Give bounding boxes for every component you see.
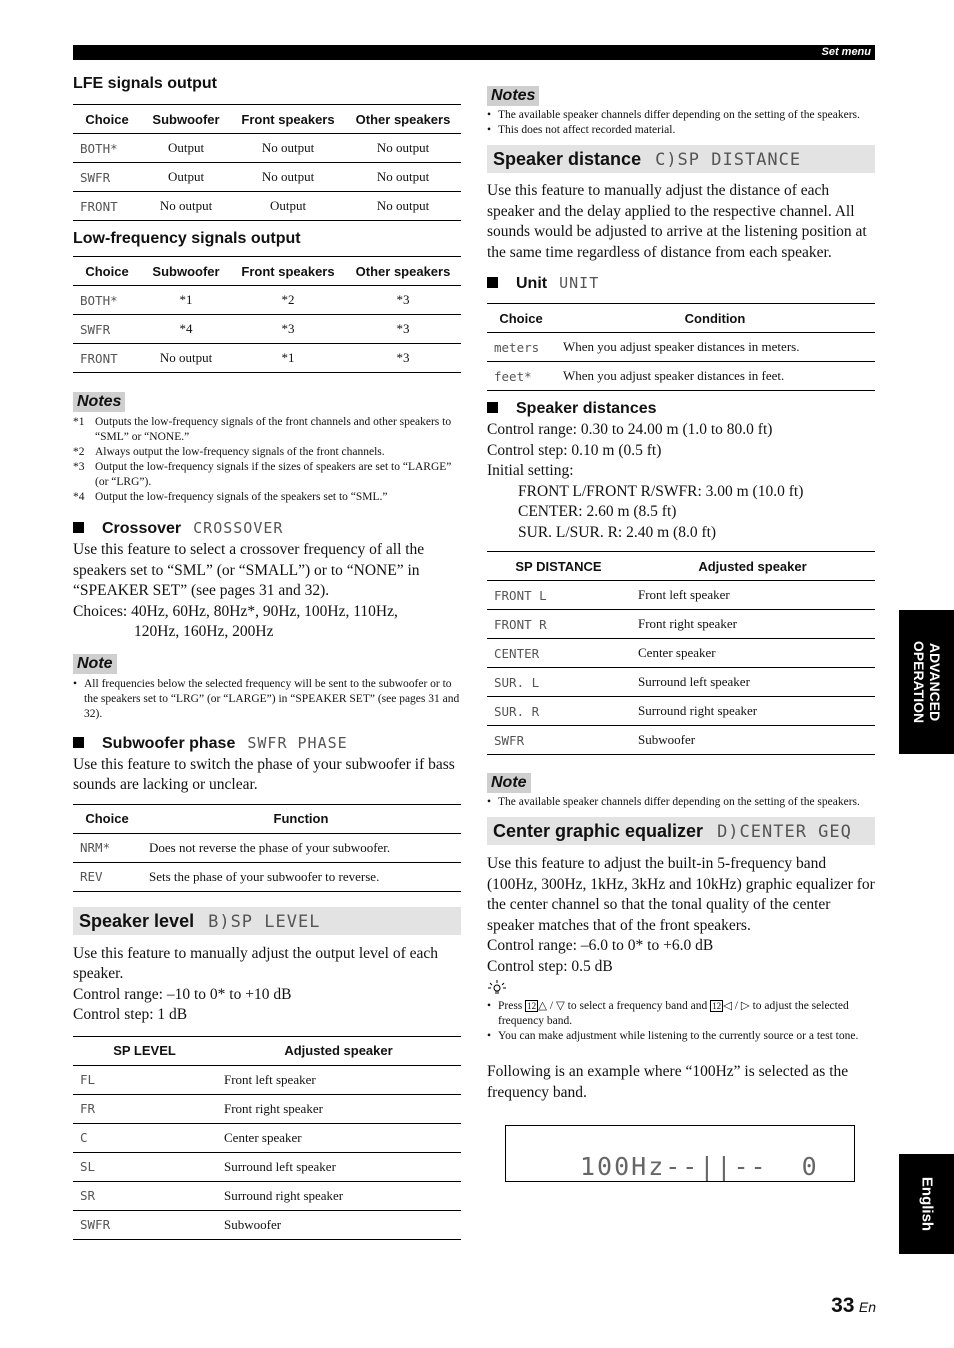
table-row	[73, 315, 461, 344]
cell: FL	[73, 1065, 216, 1094]
cell: SUR. R	[487, 697, 630, 726]
note-item	[73, 677, 461, 722]
note-text: Output the low-frequency signals if the sizes of speakers are set to “LARGE” (or “LRG”).	[95, 461, 452, 488]
cell: Subwoofer	[630, 726, 875, 755]
note-text: Output the low-frequency signals of the speakers set to “SML.”	[95, 491, 388, 503]
tip-text-a: Press	[498, 1000, 526, 1012]
table-row	[73, 1210, 461, 1239]
cell: Center speaker	[216, 1123, 461, 1152]
cell: No output	[345, 134, 461, 163]
col-header: Front speakers	[231, 105, 345, 134]
splevel-step: Control step: 1 dB	[73, 1006, 188, 1023]
cell: Output	[141, 134, 231, 163]
choices-label: Choices:	[73, 602, 128, 620]
lowfreq-title: Low-frequency signals output	[73, 230, 301, 247]
cell: *3	[345, 315, 461, 344]
table-row	[487, 697, 875, 726]
right-column	[487, 86, 875, 1182]
page-number-value: 33	[831, 1294, 855, 1317]
cell: Surround right speaker	[216, 1181, 461, 1210]
spdist-title: Speaker distance	[493, 149, 642, 169]
cell: SWFR	[73, 315, 141, 344]
note-text: All frequencies below the selected frequency will be sent to the subwoofer or to the speakers set to “LRG” (or “LARGE”) in “SPEAKER SET” (see pages 31 and 32).	[84, 677, 460, 720]
bullet-icon: •	[487, 796, 492, 808]
note-item	[73, 490, 461, 505]
cell: *3	[345, 344, 461, 373]
distances-title: Speaker distances	[516, 400, 657, 417]
col-header: Choice	[73, 257, 141, 286]
cell: *3	[345, 286, 461, 315]
cell: *4	[141, 315, 231, 344]
tip-item	[487, 999, 875, 1029]
side-tab-english	[899, 1154, 954, 1254]
cell: feet*	[487, 362, 555, 391]
page-language: En	[858, 1299, 876, 1315]
cell: SWFR	[487, 726, 630, 755]
table-row	[73, 134, 461, 163]
cell: When you adjust speaker distances in meters.	[555, 333, 875, 362]
cell: Does not reverse the phase of your subwoofer.	[141, 833, 461, 862]
unit-table	[487, 303, 875, 391]
square-bullet-icon	[73, 737, 84, 748]
phase-title: Subwoofer phase	[102, 734, 236, 752]
table-row	[487, 726, 875, 755]
bullet-icon: •	[487, 1000, 492, 1012]
spdist-table	[487, 551, 875, 755]
col-header: Other speakers	[345, 105, 461, 134]
note-block	[73, 654, 461, 722]
note-item	[487, 123, 875, 138]
note-label: Note	[73, 654, 117, 674]
cell: SWFR	[73, 1210, 216, 1239]
cell: SL	[73, 1152, 216, 1181]
notes-label: Notes	[487, 86, 539, 106]
table-row	[73, 344, 461, 373]
notes-block	[487, 86, 875, 138]
table-row	[487, 333, 875, 362]
note-block	[487, 773, 875, 810]
table-row	[73, 862, 461, 891]
bullet-icon: •	[73, 677, 78, 690]
tip-text-c: ◁ / ▷ to adjust the selected frequency band.	[498, 1000, 849, 1027]
note-item	[487, 108, 875, 123]
table-row	[487, 610, 875, 639]
note-text: The available speaker channels differ depending on the setting of the speakers.	[498, 796, 860, 808]
splevel-section-heading	[73, 907, 461, 935]
bullet-icon: •	[487, 1030, 492, 1042]
distances-initial: Initial setting:	[487, 462, 574, 479]
distances-init1: FRONT L/FRONT R/SWFR: 3.00 m (10.0 ft)	[518, 482, 804, 500]
table-header-row	[73, 1036, 461, 1065]
crossover-choices	[73, 602, 461, 623]
table-header-row	[73, 804, 461, 833]
bullet-icon: •	[487, 109, 492, 121]
cell: Front right speaker	[216, 1094, 461, 1123]
spdist-lcd: C)SP DISTANCE	[655, 150, 802, 170]
col-header: Function	[141, 804, 461, 833]
cell: SUR. L	[487, 668, 630, 697]
cell: Surround left speaker	[216, 1152, 461, 1181]
phase-lcd: SWFR PHASE	[247, 733, 348, 752]
geq-title: Center graphic equalizer	[493, 821, 704, 841]
cell: BOTH*	[73, 286, 141, 315]
left-column	[73, 74, 461, 1240]
col-header: Subwoofer	[141, 257, 231, 286]
splevel-lcd: B)SP LEVEL	[208, 911, 321, 932]
square-bullet-icon	[487, 277, 498, 288]
cell: *2	[231, 286, 345, 315]
cell: Front right speaker	[630, 610, 875, 639]
col-header: Choice	[73, 105, 141, 134]
table-row	[73, 1123, 461, 1152]
cell: Front left speaker	[630, 581, 875, 610]
table-header-row	[73, 105, 461, 134]
distances-heading	[487, 398, 875, 420]
note-item	[73, 415, 461, 445]
cell: No output	[345, 192, 461, 221]
cell: No output	[231, 134, 345, 163]
table-row	[73, 163, 461, 192]
cell: No output	[141, 192, 231, 221]
tip-bulb-icon	[487, 980, 507, 994]
crossover-heading	[73, 517, 461, 540]
section-title: Set menu	[821, 46, 871, 58]
remote-key-icon: 12	[712, 1001, 722, 1011]
geq-step: Control step: 0.5 dB	[487, 957, 613, 975]
notes-block	[73, 392, 461, 505]
table-row	[73, 1065, 461, 1094]
side-tab-advanced-operation	[899, 610, 954, 754]
table-row	[73, 286, 461, 315]
geq-range: Control range: –6.0 to 0* to +6.0 dB	[487, 937, 714, 954]
unit-title: Unit	[516, 275, 548, 292]
crossover-title: Crossover	[102, 520, 182, 537]
notes-label: Notes	[73, 392, 125, 412]
col-header: Front speakers	[231, 257, 345, 286]
distances-step: Control step: 0.10 m (0.5 ft)	[487, 441, 662, 459]
cell: NRM*	[73, 833, 141, 862]
splevel-range: Control range: –10 to 0* to +10 dB	[73, 985, 292, 1003]
table-row	[73, 1181, 461, 1210]
table-row	[73, 1152, 461, 1181]
cell: C	[73, 1123, 216, 1152]
geq-lcd: D)CENTER GEQ	[717, 822, 852, 842]
cell: Output	[231, 192, 345, 221]
cell: FR	[73, 1094, 216, 1123]
cell: FRONT	[73, 192, 141, 221]
note-mark: *3	[73, 461, 85, 473]
cell: CENTER	[487, 639, 630, 668]
page-number	[831, 1294, 876, 1318]
geq-section-heading	[487, 817, 875, 845]
note-label: Note	[487, 773, 531, 793]
header-bar	[73, 45, 875, 60]
choices-line1: 40Hz, 60Hz, 80Hz*, 90Hz, 100Hz, 110Hz,	[131, 602, 398, 620]
cell: *1	[231, 344, 345, 373]
tip-text: You can make adjustment while listening to the currently source or a test tone.	[498, 1030, 859, 1042]
crossover-text: Use this feature to select a crossover frequency of all the speakers set to “SML” (or “SMALL”) or to “NONE” in “SPEAKER SET” (see pages 31 and 32).	[73, 541, 425, 599]
side-tab-label: English	[918, 1176, 935, 1232]
note-mark: *1	[73, 416, 85, 428]
cell: REV	[73, 862, 141, 891]
geq-example-text: Following is an example where “100Hz” is selected as the frequency band.	[487, 1063, 849, 1101]
note-item	[73, 460, 461, 490]
cell: Surround right speaker	[630, 697, 875, 726]
geq-text: Use this feature to adjust the built-in 5-frequency band (100Hz, 300Hz, 1kHz, 3kHz and 10kHz) graphic equalizer for the center channel so that the tonal quality of the center speaker matches that of the front speakers.	[487, 855, 875, 934]
col-header: Adjusted speaker	[630, 552, 875, 581]
cell: meters	[487, 333, 555, 362]
crossover-lcd: CROSSOVER	[193, 519, 284, 537]
phase-text: Use this feature to switch the phase of your subwoofer if bass sounds are lacking or unclear.	[73, 755, 455, 793]
phase-table	[73, 804, 461, 892]
tip-item	[487, 1029, 875, 1044]
spdist-section-heading	[487, 145, 875, 173]
note-text: The available speaker channels differ depending on the setting of the speakers.	[498, 109, 860, 121]
tip-block	[487, 980, 875, 1044]
table-row	[487, 362, 875, 391]
note-mark: *4	[73, 491, 85, 503]
tip-text-b: △ / ▽ to select a frequency band and	[538, 1000, 711, 1012]
cell: No output	[141, 344, 231, 373]
phase-heading	[73, 732, 461, 755]
unit-heading	[487, 272, 875, 295]
col-header: SP DISTANCE	[487, 552, 630, 581]
table-row	[73, 833, 461, 862]
col-header: Adjusted speaker	[216, 1036, 461, 1065]
note-text: Always output the low-frequency signals of the front channels.	[95, 446, 385, 458]
spdist-text: Use this feature to manually adjust the distance of each speaker and the delay applied to the respective channel. All sounds would be adjusted to arrive at the listening position at the same time regardless of distance from each speaker.	[487, 182, 867, 261]
cell: Center speaker	[630, 639, 875, 668]
col-header: Subwoofer	[141, 105, 231, 134]
cell: *3	[231, 315, 345, 344]
cell: FRONT	[73, 344, 141, 373]
side-tab-line2: OPERATION	[910, 640, 927, 724]
cell: Sets the phase of your subwoofer to reverse.	[141, 862, 461, 891]
splevel-title: Speaker level	[79, 910, 195, 931]
col-header: Condition	[555, 304, 875, 333]
square-bullet-icon	[73, 522, 84, 533]
cell: BOTH*	[73, 134, 141, 163]
table-row	[487, 581, 875, 610]
note-text: Outputs the low-frequency signals of the front channels and other speakers to “SML” or “NONE.”	[95, 416, 452, 443]
choices-line2: 120Hz, 160Hz, 200Hz	[134, 623, 274, 640]
note-item	[73, 445, 461, 460]
bullet-icon: •	[487, 124, 492, 136]
cell: Subwoofer	[216, 1210, 461, 1239]
table-row	[487, 639, 875, 668]
splevel-text: Use this feature to manually adjust the output level of each speaker.	[73, 944, 438, 982]
table-row	[73, 1094, 461, 1123]
note-mark: *2	[73, 446, 85, 458]
cell: When you adjust speaker distances in feet.	[555, 362, 875, 391]
cell: FRONT R	[487, 610, 630, 639]
table-header-row	[487, 304, 875, 333]
cell: Output	[141, 163, 231, 192]
lowfreq-table	[73, 256, 461, 373]
lcd-display	[505, 1125, 855, 1182]
table-row	[73, 192, 461, 221]
cell: Surround left speaker	[630, 668, 875, 697]
table-row	[487, 668, 875, 697]
cell: *1	[141, 286, 231, 315]
cell: Front left speaker	[216, 1065, 461, 1094]
distances-init2: CENTER: 2.60 m (8.5 ft)	[518, 503, 677, 520]
unit-lcd: UNIT	[559, 274, 600, 292]
cell: SR	[73, 1181, 216, 1210]
lfe-table	[73, 104, 461, 221]
col-header: Choice	[487, 304, 555, 333]
remote-key-icon: 12	[527, 1001, 537, 1011]
cell: No output	[231, 163, 345, 192]
distances-range: Control range: 0.30 to 24.00 m (1.0 to 80.0 ft)	[487, 421, 773, 438]
distances-init3: SUR. L/SUR. R: 2.40 m (8.0 ft)	[518, 523, 717, 541]
side-tab-line1: ADVANCED	[926, 642, 943, 722]
splevel-table	[73, 1036, 461, 1240]
col-header: SP LEVEL	[73, 1036, 216, 1065]
lfe-title: LFE signals output	[73, 75, 217, 92]
table-header-row	[487, 552, 875, 581]
cell: No output	[345, 163, 461, 192]
table-header-row	[73, 257, 461, 286]
col-header: Choice	[73, 804, 141, 833]
lcd-display-text: 100Hz--||-- 0	[580, 1152, 819, 1181]
cell: SWFR	[73, 163, 141, 192]
note-item	[487, 795, 875, 810]
cell: FRONT L	[487, 581, 630, 610]
note-text: This does not affect recorded material.	[498, 124, 676, 136]
col-header: Other speakers	[345, 257, 461, 286]
square-bullet-icon	[487, 402, 498, 413]
